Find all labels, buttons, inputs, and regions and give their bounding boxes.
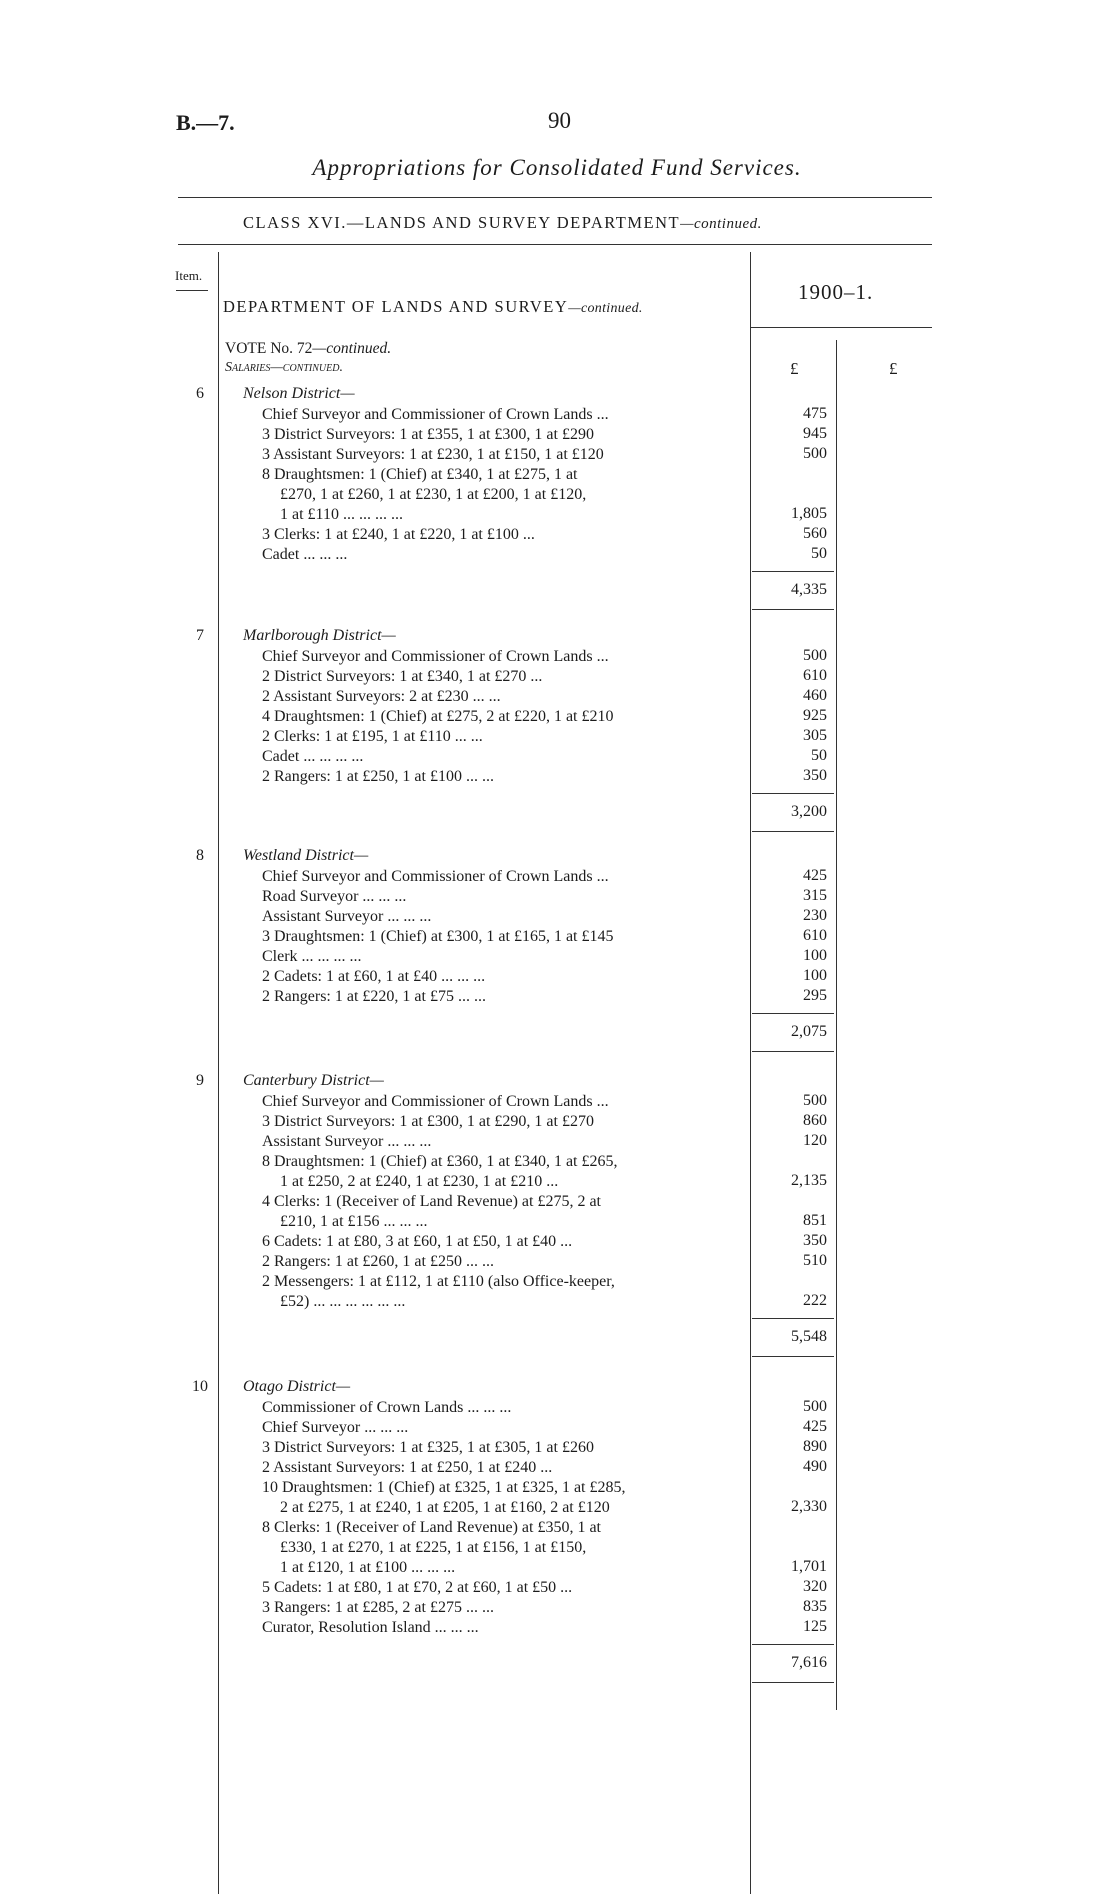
line-item-text: £270, 1 at £260, 1 at £230, 1 at £200, 1 at £120, xyxy=(280,486,587,503)
line-item-text: Chief Surveyor and Commissioner of Crown Lands ... xyxy=(262,1093,609,1110)
line-item-text: Clerk ... ... ... ... xyxy=(262,948,362,965)
line-item-amount: 50 xyxy=(811,545,827,562)
line-item-amount: 305 xyxy=(803,727,827,744)
total-rule xyxy=(752,1051,834,1052)
line-item-text: Assistant Surveyor ... ... ... xyxy=(262,1133,432,1150)
currency-symbol-1: £ xyxy=(790,359,799,378)
line-item-amount: 510 xyxy=(803,1252,827,1269)
line-item-text: 2 Rangers: 1 at £250, 1 at £100 ... ... xyxy=(262,768,494,785)
district-heading: Westland District— xyxy=(243,847,369,864)
year-header-rule xyxy=(750,327,932,328)
title-rule xyxy=(178,197,932,198)
line-item-text: 2 Messengers: 1 at £112, 1 at £110 (also Office-keeper, xyxy=(262,1273,615,1290)
line-item-amount: 350 xyxy=(803,767,827,784)
line-item-text: Chief Surveyor and Commissioner of Crown Lands ... xyxy=(262,648,609,665)
line-item-text: £210, 1 at £156 ... ... ... xyxy=(280,1213,428,1230)
line-item-amount: 500 xyxy=(803,647,827,664)
line-item-amount: 1,805 xyxy=(791,505,827,522)
subtotal-rule xyxy=(752,571,834,572)
district-heading: Nelson District— xyxy=(243,385,355,402)
line-item-amount: 500 xyxy=(803,1398,827,1415)
district-total: 5,548 xyxy=(791,1328,827,1345)
line-item-text: 2 Assistant Surveyors: 2 at £230 ... ... xyxy=(262,688,501,705)
line-item-text: 4 Clerks: 1 (Receiver of Land Revenue) at £275, 2 at xyxy=(262,1193,601,1210)
class-heading: CLASS XVI.—LANDS AND SURVEY DEPARTMENT—continued. xyxy=(243,213,762,232)
line-item-text: 2 at £275, 1 at £240, 1 at £205, 1 at £160, 2 at £120 xyxy=(280,1499,610,1516)
subtotal-rule xyxy=(752,793,834,794)
line-item-text: 3 District Surveyors: 1 at £355, 1 at £300, 1 at £290 xyxy=(262,426,594,443)
line-item-amount: 460 xyxy=(803,687,827,704)
line-item-text: 1 at £120, 1 at £100 ... ... ... xyxy=(280,1559,456,1576)
line-item-text: 2 Rangers: 1 at £260, 1 at £250 ... ... xyxy=(262,1253,494,1270)
district-heading: Marlborough District— xyxy=(243,627,396,644)
line-item-text: Curator, Resolution Island ... ... ... xyxy=(262,1619,479,1636)
line-item-text: 2 District Surveyors: 1 at £340, 1 at £270 ... xyxy=(262,668,543,685)
line-item-text: Chief Surveyor and Commissioner of Crown Lands ... xyxy=(262,406,609,423)
line-item-amount: 500 xyxy=(803,1092,827,1109)
subtotal-rule xyxy=(752,1318,834,1319)
line-item-text: 3 District Surveyors: 1 at £300, 1 at £290, 1 at £270 xyxy=(262,1113,594,1130)
subtotal-rule xyxy=(752,1644,834,1645)
line-item-text: Cadet ... ... ... ... xyxy=(262,748,364,765)
line-item-amount: 945 xyxy=(803,425,827,442)
line-item-amount: 100 xyxy=(803,947,827,964)
subtotal-rule xyxy=(752,1013,834,1014)
currency-symbol-2: £ xyxy=(889,359,898,378)
line-item-amount: 925 xyxy=(803,707,827,724)
line-item-text: Road Surveyor ... ... ... xyxy=(262,888,407,905)
vote-label: VOTE No. 72—continued. xyxy=(225,340,392,357)
item-header-rule xyxy=(176,290,208,291)
line-item-text: 1 at £110 ... ... ... ... xyxy=(280,506,403,523)
line-item-text: Chief Surveyor and Commissioner of Crown Lands ... xyxy=(262,868,609,885)
total-rule xyxy=(752,1682,834,1683)
line-item-text: Cadet ... ... ... xyxy=(262,546,348,563)
year-column-header: 1900–1. xyxy=(798,280,874,304)
line-item-amount: 50 xyxy=(811,747,827,764)
line-item-text: 10 Draughtsmen: 1 (Chief) at £325, 1 at £325, 1 at £285, xyxy=(262,1479,626,1496)
line-item-text: 3 Clerks: 1 at £240, 1 at £220, 1 at £100 ... xyxy=(262,526,535,543)
subtotal-column-rule xyxy=(836,340,837,1710)
page-number: 90 xyxy=(548,108,571,133)
line-item-text: Chief Surveyor ... ... ... xyxy=(262,1419,409,1436)
line-item-amount: 320 xyxy=(803,1578,827,1595)
line-item-amount: 610 xyxy=(803,927,827,944)
line-item-amount: 100 xyxy=(803,967,827,984)
line-item-amount: 610 xyxy=(803,667,827,684)
total-rule xyxy=(752,831,834,832)
line-item-text: 1 at £250, 2 at £240, 1 at £230, 1 at £210 ... xyxy=(280,1173,559,1190)
line-item-text: £330, 1 at £270, 1 at £225, 1 at £156, 1 at £150, xyxy=(280,1539,587,1556)
line-item-amount: 500 xyxy=(803,445,827,462)
line-item-text: 3 Assistant Surveyors: 1 at £230, 1 at £150, 1 at £120 xyxy=(262,446,604,463)
salaries-label: Salaries—continued. xyxy=(225,360,343,375)
item-number: 10 xyxy=(192,1378,208,1395)
district-total: 4,335 xyxy=(791,581,827,598)
line-item-amount: 230 xyxy=(803,907,827,924)
line-item-amount: 125 xyxy=(803,1618,827,1635)
line-item-amount: 860 xyxy=(803,1112,827,1129)
line-item-amount: 350 xyxy=(803,1232,827,1249)
district-total: 3,200 xyxy=(791,803,827,820)
line-item-amount: 490 xyxy=(803,1458,827,1475)
line-item-amount: 851 xyxy=(803,1212,827,1229)
line-item-text: 2 Assistant Surveyors: 1 at £250, 1 at £240 ... xyxy=(262,1459,553,1476)
line-item-text: 3 District Surveyors: 1 at £325, 1 at £305, 1 at £260 xyxy=(262,1439,594,1456)
line-item-amount: 120 xyxy=(803,1132,827,1149)
line-item-text: 4 Draughtsmen: 1 (Chief) at £275, 2 at £220, 1 at £210 xyxy=(262,708,614,725)
district-heading: Canterbury District— xyxy=(243,1072,384,1089)
line-item-text: £52) ... ... ... ... ... ... xyxy=(280,1293,406,1310)
item-number: 7 xyxy=(196,627,204,644)
line-item-text: Assistant Surveyor ... ... ... xyxy=(262,908,432,925)
line-item-text: 5 Cadets: 1 at £80, 1 at £70, 2 at £60, 1 at £50 ... xyxy=(262,1579,573,1596)
total-rule xyxy=(752,1356,834,1357)
line-item-amount: 425 xyxy=(803,867,827,884)
line-item-text: 2 Rangers: 1 at £220, 1 at £75 ... ... xyxy=(262,988,486,1005)
item-number: 6 xyxy=(196,385,204,402)
line-item-text: 3 Draughtsmen: 1 (Chief) at £300, 1 at £165, 1 at £145 xyxy=(262,928,614,945)
line-item-amount: 475 xyxy=(803,405,827,422)
line-item-text: Commissioner of Crown Lands ... ... ... xyxy=(262,1399,512,1416)
district-heading: Otago District— xyxy=(243,1378,351,1395)
line-item-text: 6 Cadets: 1 at £80, 3 at £60, 1 at £50, 1 at £40 ... xyxy=(262,1233,573,1250)
line-item-amount: 222 xyxy=(803,1292,827,1309)
district-total: 2,075 xyxy=(791,1023,827,1040)
total-rule xyxy=(752,609,834,610)
line-item-text: 8 Clerks: 1 (Receiver of Land Revenue) at £350, 1 at xyxy=(262,1519,601,1536)
item-number: 8 xyxy=(196,847,204,864)
line-item-text: 3 Rangers: 1 at £285, 2 at £275 ... ... xyxy=(262,1599,494,1616)
table-top-rule xyxy=(178,244,932,245)
line-item-amount: 295 xyxy=(803,987,827,1004)
line-item-amount: 425 xyxy=(803,1418,827,1435)
line-item-amount: 315 xyxy=(803,887,827,904)
district-total: 7,616 xyxy=(791,1654,827,1671)
line-item-text: 8 Draughtsmen: 1 (Chief) at £360, 1 at £340, 1 at £265, xyxy=(262,1153,618,1170)
line-item-amount: 2,135 xyxy=(791,1172,827,1189)
item-number: 9 xyxy=(196,1072,204,1089)
line-item-amount: 2,330 xyxy=(791,1498,827,1515)
line-item-text: 8 Draughtsmen: 1 (Chief) at £340, 1 at £275, 1 at xyxy=(262,466,578,483)
line-item-amount: 835 xyxy=(803,1598,827,1615)
line-item-text: 2 Clerks: 1 at £195, 1 at £110 ... ... xyxy=(262,728,483,745)
line-item-text: 2 Cadets: 1 at £60, 1 at £40 ... ... ... xyxy=(262,968,486,985)
page-title: Appropriations for Consolidated Fund Services. xyxy=(312,155,802,180)
line-item-amount: 560 xyxy=(803,525,827,542)
document-reference: B.—7. xyxy=(176,110,235,135)
item-column-header: Item. xyxy=(175,268,203,283)
line-item-amount: 890 xyxy=(803,1438,827,1455)
line-item-amount: 1,701 xyxy=(791,1558,827,1575)
department-heading: DEPARTMENT OF LANDS AND SURVEY—continued. xyxy=(223,297,643,316)
